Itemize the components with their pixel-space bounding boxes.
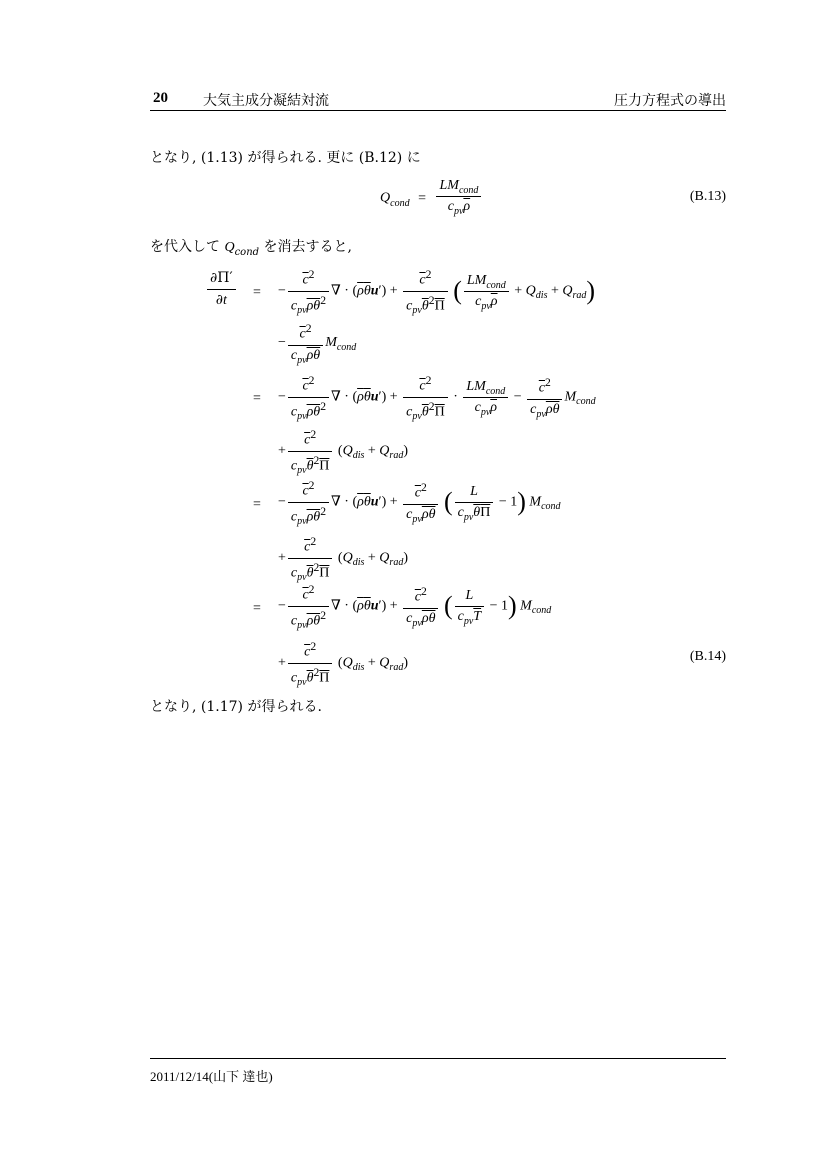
intro-paragraph: となり, (1.13) が得られる. 更に (B.12) に bbox=[150, 150, 421, 166]
eq-lhs: $\frac{\partial\Pi'}{\partial t}$ bbox=[205, 270, 238, 309]
conclusion-paragraph: となり, (1.17) が得られる. bbox=[150, 699, 322, 715]
eq-line-7: − $\frac{\overline{c}^2}{c_{pv}\overline{\rho\theta}^2}$ ∇ · $(\overline{\rho}\overline{\theta}u')$ + $\frac{\overline{c}^2}{c_{pv}\overline{\rho\theta}}$ ( $\frac{L}{c_{pv}\overline{T}}$ − 1) $M_{cond}$ bbox=[278, 583, 552, 632]
eq-line-1: − $\frac{\overline{c}^2}{c_{pv}\overline{\rho\theta}^2}$ ∇ · $(\overline{\rho}\overline{\theta}u')$ + $\frac{\overline{c}^2}{c_{pv}\overline{\theta}^2\overline{\Pi}}$ ( $\frac{LM_{cond}}{c_{pv}\overline{\rho}}$ + $Q_{dis} + Q_{rad}$) bbox=[278, 268, 596, 317]
eq-line-6: + $\frac{\overline{c}^2}{c_{pv}\overline{\theta}^2\overline{\Pi}}$ $(Q_{dis} + Q_{rad})$ bbox=[278, 535, 408, 584]
footer-rule bbox=[150, 1058, 726, 1059]
page-number: 20 bbox=[153, 90, 168, 106]
footer-date-author: 2011/12/14(山下 達也) bbox=[150, 1069, 273, 1084]
equation-label-b14: (B.14) bbox=[689, 649, 726, 664]
substitution-sentence: を代入して $Q_{cond}$ を消去すると, bbox=[150, 239, 352, 258]
eq-line-4: + $\frac{\overline{c}^2}{c_{pv}\overline{\theta}^2\overline{\Pi}}$ $(Q_{dis} + Q_{rad})$ bbox=[278, 428, 408, 477]
chapter-title: 大気主成分凝結対流 bbox=[203, 93, 329, 109]
eq-line-5: − $\frac{\overline{c}^2}{c_{pv}\overline{\rho\theta}^2}$ ∇ · $(\overline{\rho}\overline{\theta}u')$ + $\frac{\overline{c}^2}{c_{pv}\overline{\rho\theta}}$ ( $\frac{L}{c_{pv}\overline{\theta}\overline{\Pi}}$ − 1) $M_{cond}$ bbox=[278, 479, 561, 528]
section-title: 圧力方程式の導出 bbox=[614, 93, 726, 109]
eq-line-3: − $\frac{\overline{c}^2}{c_{pv}\overline{\rho\theta}^2}$ ∇ · $(\overline{\rho}\overline{\theta}u')$ + $\frac{\overline{c}^2}{c_{pv}\overline{\theta}^2\overline{\Pi}}$ · $\frac{LM_{cond}}{c_{pv}\overline{\rho}}$ − $\frac{\overline{c}^2}{c_{pv}\overline{\rho\theta}}$ $M_{cond}$ bbox=[278, 374, 596, 423]
page-header bbox=[150, 90, 726, 110]
header-rule bbox=[150, 110, 726, 111]
eq-line-2: − $\frac{\overline{c}^2}{c_{pv}\overline{\rho\theta}}$ $M_{cond}$ bbox=[278, 322, 357, 366]
equation-label-b13: (B.13) bbox=[689, 189, 726, 204]
equation-b13: $Q_{cond}$ = $\frac{LM_{cond}}{c_{pv}\overline{\rho}}$ bbox=[380, 180, 483, 217]
eq-line-8: + $\frac{\overline{c}^2}{c_{pv}\overline{\theta}^2\overline{\Pi}}$ $(Q_{dis} + Q_{rad})$ bbox=[278, 640, 408, 689]
